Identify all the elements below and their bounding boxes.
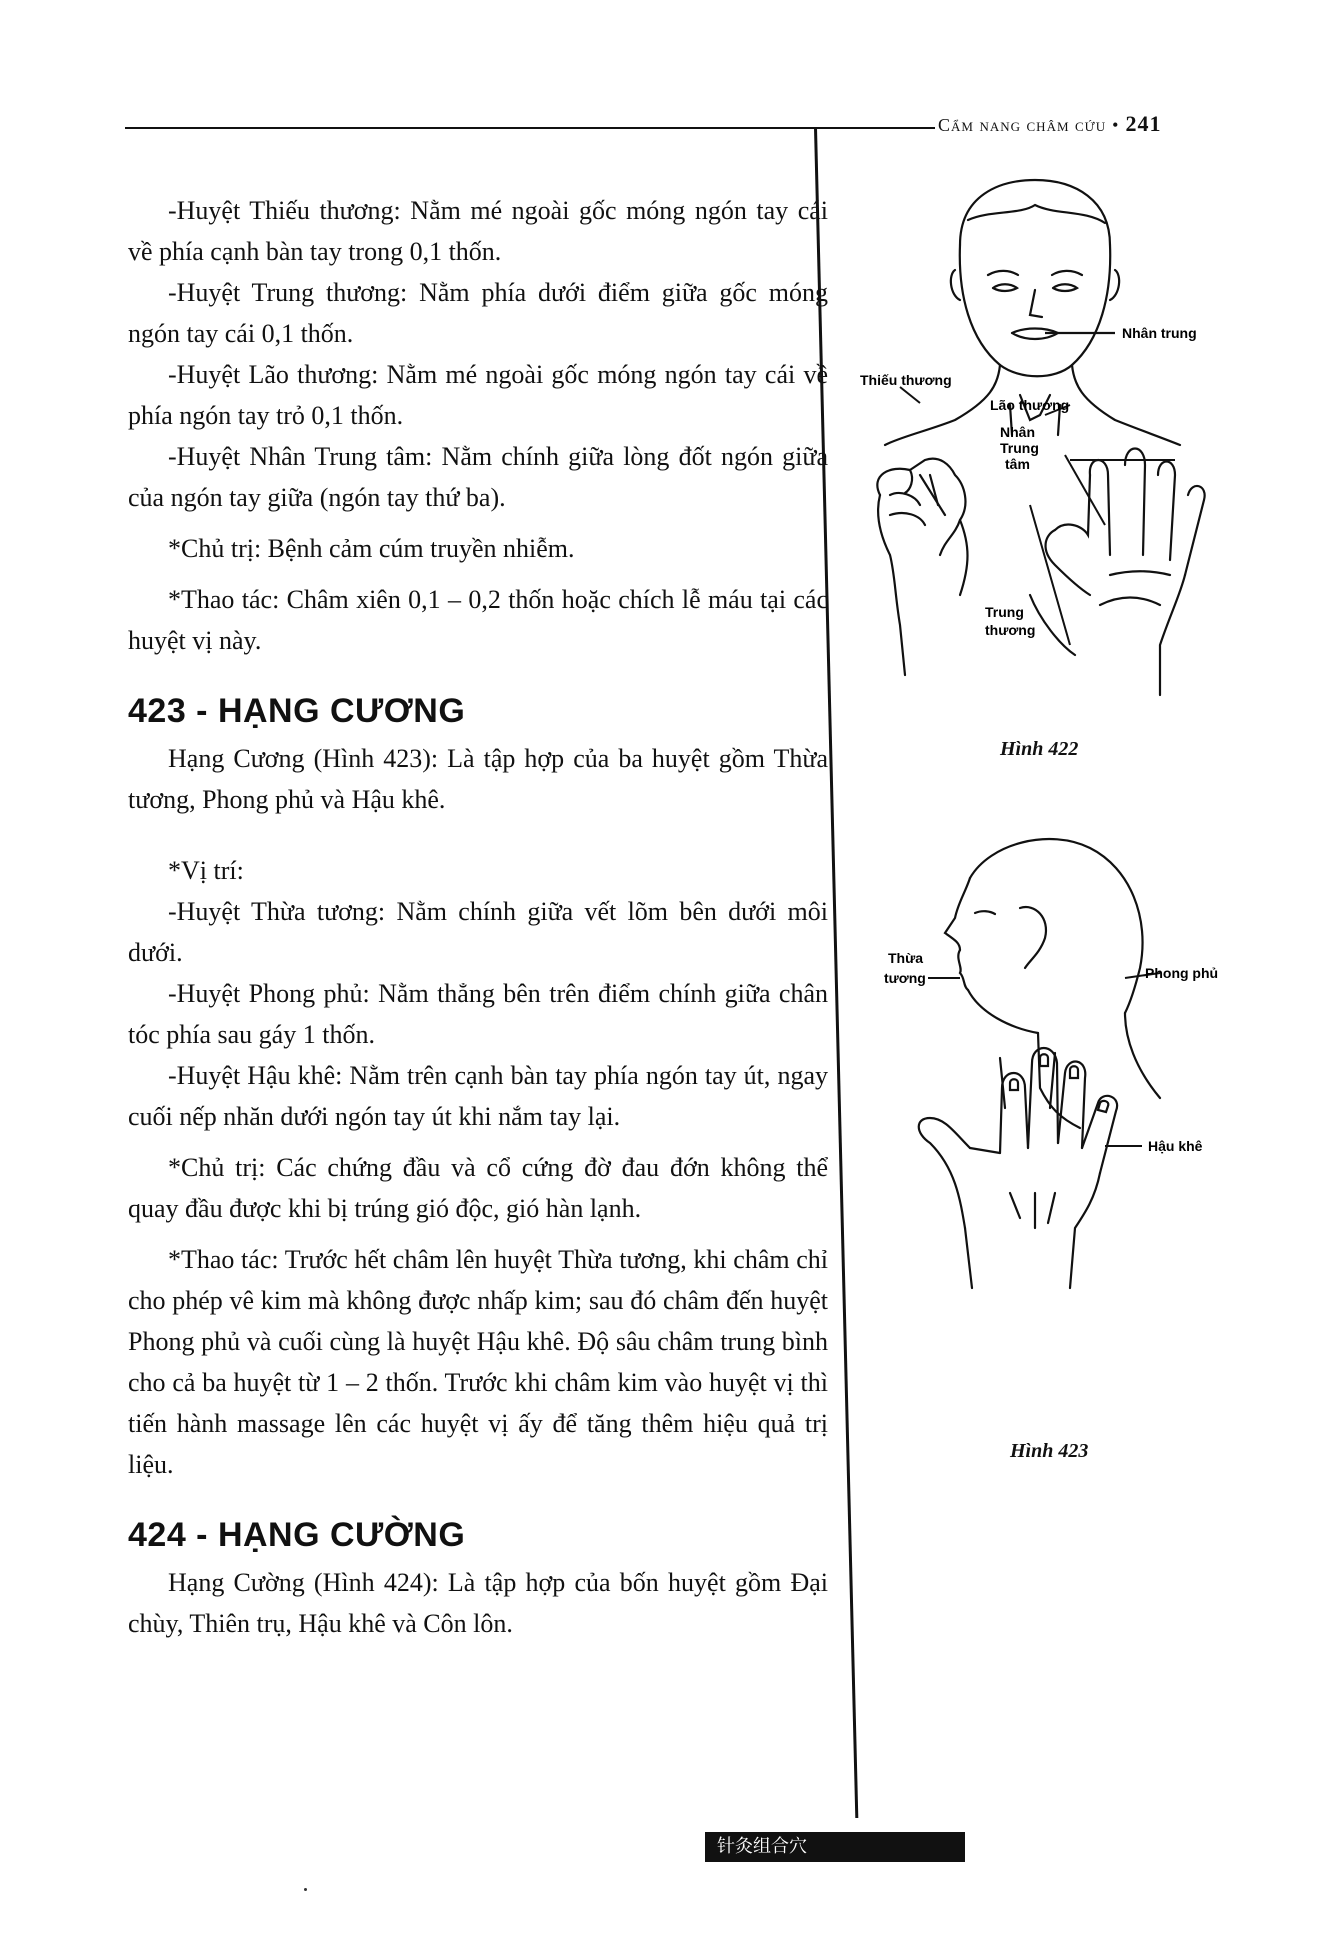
- label-phong-phu: Phong phủ: [1145, 965, 1219, 981]
- paragraph-nhan-trung-tam: -Huyệt Nhân Trung tâm: Nằm chính giữa lòng đốt ngón giữa của ngón tay giữa (ngón tay thứ ba).: [128, 442, 828, 512]
- figure-423: [860, 828, 1280, 1308]
- section-heading-423: 423 - HẠNG CƯƠNG: [128, 692, 466, 730]
- label-trung-thuong-1: Trung: [985, 604, 1024, 620]
- paragraph-thua-tuong: -Huyệt Thừa tương: Nằm chính giữa vết lõm bên dưới môi dưới.: [128, 897, 828, 967]
- label-nhan-trung-tam-2: Trung: [1000, 440, 1039, 456]
- paragraph-chu-tri-422: *Chủ trị: Bệnh cảm cúm truyền nhiễm.: [168, 534, 575, 563]
- label-nhan-trung-tam-1: Nhân: [1000, 424, 1035, 440]
- running-title: Cẩm nang châm cứu: [938, 115, 1107, 135]
- footer-stamp: 针灸组合穴: [705, 1832, 965, 1862]
- label-thieu-thuong: Thiếu thương: [860, 372, 952, 388]
- paragraph-vi-tri-423: *Vị trí:: [168, 856, 244, 885]
- paragraph-hau-khe: -Huyệt Hậu khê: Nằm trên cạnh bàn tay phía ngón tay út, ngay cuối nếp nhăn dưới ngón tay út khi nắm tay lại.: [128, 1061, 828, 1131]
- label-thua-tuong-2: tương: [884, 970, 926, 986]
- paragraph-thao-tac-423: *Thao tác: Trước hết châm lên huyệt Thừa tương, khi châm chỉ cho phép vê kim mà không được nhấp kim; sau đó châm đến huyệt Phong phủ và cuối cùng là huyệt Hậu khê. Độ sâu châm trung bình cho cả ba huyệt từ 1 – 2 thốn. Trước khi châm kim vào huyệt vị thì tiến hành massage lên các huyệt vị ấy để tăng thêm hiệu quả trị liệu.: [128, 1245, 828, 1479]
- paragraph-thieu-thuong: -Huyệt Thiếu thương: Nằm mé ngoài gốc móng ngón tay cái về phía cạnh bàn tay trong 0,1 thốn.: [128, 196, 828, 266]
- label-nhan-trung-tam-3: tâm: [1005, 456, 1030, 472]
- caption-423: Hình 423: [1010, 1440, 1089, 1462]
- label-trung-thuong-2: thương: [985, 622, 1036, 638]
- paragraph-chu-tri-423: *Chủ trị: Các chứng đầu và cổ cứng đờ đau đớn không thể quay đầu được khi bị trúng gió độc, gió hàn lạnh.: [128, 1153, 828, 1223]
- figure-423-illustration: [860, 828, 1280, 1308]
- label-hau-khe: Hậu khê: [1148, 1138, 1203, 1154]
- label-nhan-trung: Nhân trung: [1122, 325, 1197, 341]
- figure-422-illustration: [860, 175, 1280, 715]
- label-thua-tuong-1: Thừa: [888, 950, 924, 966]
- paragraph-thao-tac-422: *Thao tác: Châm xiên 0,1 – 0,2 thốn hoặc chích lễ máu tại các huyệt vị này.: [128, 585, 828, 655]
- page-number: 241: [1125, 111, 1162, 136]
- speck: [304, 1888, 307, 1891]
- paragraph-lao-thuong: -Huyệt Lão thương: Nằm mé ngoài gốc móng ngón tay cái về phía ngón tay trỏ 0,1 thốn.: [128, 360, 828, 430]
- paragraph-trung-thuong: -Huyệt Trung thương: Nằm phía dưới điểm giữa gốc móng ngón tay cái 0,1 thốn.: [128, 278, 828, 348]
- header-separator: •: [1112, 115, 1120, 135]
- figure-422: [860, 175, 1280, 715]
- paragraph-intro-424: Hạng Cường (Hình 424): Là tập hợp của bốn huyệt gồm Đại chùy, Thiên trụ, Hậu khê và Côn lôn.: [128, 1568, 828, 1638]
- label-lao-thuong: Lão thương: [990, 397, 1070, 413]
- running-header: [938, 111, 1161, 137]
- caption-422: Hình 422: [1000, 738, 1079, 760]
- main-text-column: [128, 190, 828, 1644]
- section-heading-424: 424 - HẠNG CƯỜNG: [128, 1516, 466, 1554]
- paragraph-intro-423: Hạng Cương (Hình 423): Là tập hợp của ba huyệt gồm Thừa tương, Phong phủ và Hậu khê.: [128, 744, 828, 814]
- paragraph-phong-phu: -Huyệt Phong phủ: Nằm thẳng bên trên điểm chính giữa chân tóc phía sau gáy 1 thốn.: [128, 979, 828, 1049]
